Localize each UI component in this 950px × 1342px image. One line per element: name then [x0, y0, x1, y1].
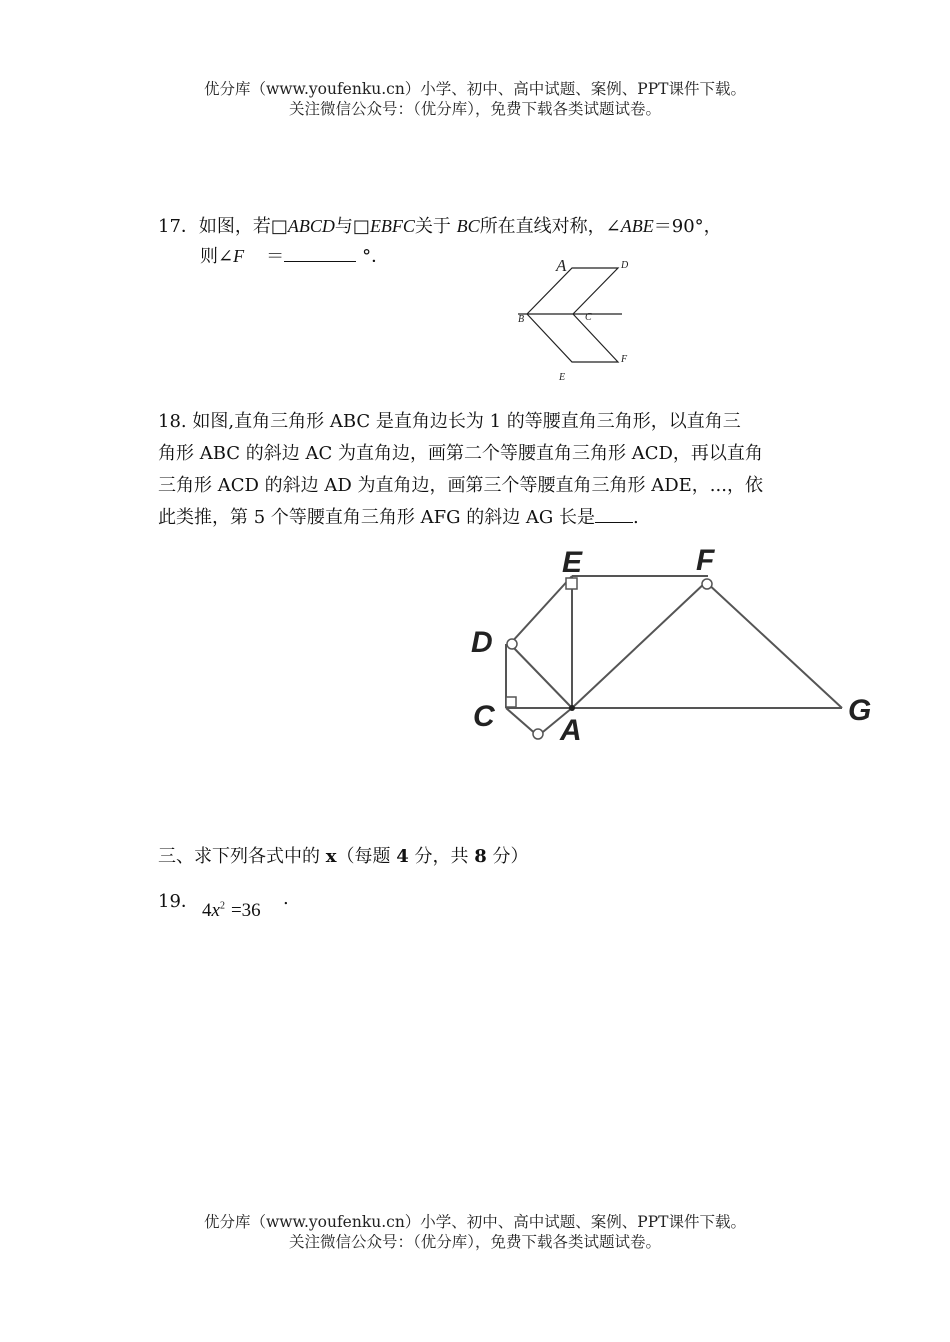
question-19-equation — [202, 900, 261, 922]
question-number: 17． — [158, 216, 199, 237]
question-18-line-1 — [158, 405, 741, 438]
right-angle-mark-c — [506, 697, 516, 707]
angle-f: F — [233, 246, 245, 266]
q18-text: . — [633, 507, 639, 528]
section-title-text: 三、求下列各式中的 — [158, 846, 326, 867]
line-bc: BC — [456, 216, 480, 236]
right-angle-mark-d — [507, 639, 517, 649]
segment-da — [510, 644, 572, 708]
question-18-line-4 — [158, 501, 639, 534]
footer-line-1: 优分库（www.youfenku.cn）小学、初中、高中试题、案例、PPT课件下载。 — [203, 1213, 747, 1231]
figure-17-parallelograms — [505, 252, 645, 387]
q17-text: 关于 — [414, 216, 457, 237]
section-3-title — [158, 845, 528, 869]
q18-text: 如图,直角三角形 ABC 是直角边长为 1 的等腰直角三角形，以直角三 — [192, 411, 741, 432]
question-19-number: 19． — [158, 891, 199, 912]
equation-exponent: 2 — [219, 900, 225, 912]
q17-text: °． — [362, 246, 390, 267]
equation-rhs: =36 — [230, 900, 261, 921]
label-d: D — [471, 626, 493, 659]
segment-ed — [510, 576, 572, 644]
q17-text: ＝ — [266, 246, 285, 267]
section-title-text: （每题 — [336, 846, 397, 867]
segment-af — [572, 582, 706, 708]
q18-text: 此类推，第 5 个等腰直角三角形 AFG 的斜边 AG 长是 — [158, 507, 596, 528]
section-title-variable: x — [325, 846, 337, 867]
label-g: G — [848, 694, 872, 727]
question-18-line-3: 三角形 ACD 的斜边 AD 为直角边，画第三个等腰直角三角形 ADE，...，依 — [158, 475, 763, 496]
label-f: F — [696, 544, 715, 577]
q17-text: ＝90°， — [653, 216, 722, 237]
answer-blank[interactable] — [284, 261, 356, 262]
right-angle-mark-b — [533, 729, 543, 739]
q17-text: 则∠ — [200, 246, 234, 267]
label-b: B — [518, 314, 525, 325]
label-a: A — [556, 256, 567, 275]
label-d: D — [621, 260, 629, 271]
question-19-period: . — [283, 888, 289, 909]
equation-coefficient: 4 — [202, 900, 212, 921]
point-a — [569, 705, 575, 711]
label-c: C — [585, 312, 592, 323]
equation-variable: x — [211, 900, 220, 921]
right-angle-mark-f — [702, 579, 712, 589]
question-number: 18. — [158, 411, 187, 432]
right-angle-mark-e — [566, 578, 577, 589]
label-c: C — [473, 700, 495, 733]
parallelogram-abcd-shape — [527, 268, 618, 314]
section-title-text: 分，共 — [408, 846, 475, 867]
section-title-text: 分） — [486, 846, 529, 867]
parallelogram-ebfc: EBFC — [369, 216, 415, 236]
question-17-line-2 — [200, 240, 389, 273]
q17-text: 所在直线对称，∠ — [479, 216, 621, 237]
question-18-line-2: 角形 ABC 的斜边 AC 为直角边，画第二个等腰直角三角形 ACD，再以直角 — [158, 443, 763, 464]
figure-18-right-triangles — [460, 538, 890, 748]
label-e: E — [559, 372, 566, 383]
parallelogram-abcd: ABCD — [287, 216, 335, 236]
footer-line-2: 关注微信公众号：（优分库），免费下载各类试题试卷。 — [288, 1233, 661, 1251]
q17-text: 与□ — [334, 216, 370, 237]
section-title-total: 8 — [474, 846, 487, 867]
answer-blank[interactable] — [595, 522, 633, 523]
parallelogram-ebfc-shape — [527, 314, 618, 362]
segment-fg — [706, 582, 842, 708]
header-line-1: 优分库（www.youfenku.cn）小学、初中、高中试题、案例、PPT课件下载。 — [203, 80, 747, 98]
header-line-2: 关注微信公众号：（优分库），免费下载各类试题试卷。 — [288, 100, 661, 118]
label-a: A — [560, 714, 582, 747]
label-e: E — [562, 546, 583, 579]
q17-text: 如图，若□ — [198, 216, 288, 237]
section-title-points: 4 — [396, 846, 409, 867]
question-17-line-1 — [158, 210, 722, 243]
angle-abe: ABE — [620, 216, 654, 236]
label-f: F — [621, 354, 628, 365]
